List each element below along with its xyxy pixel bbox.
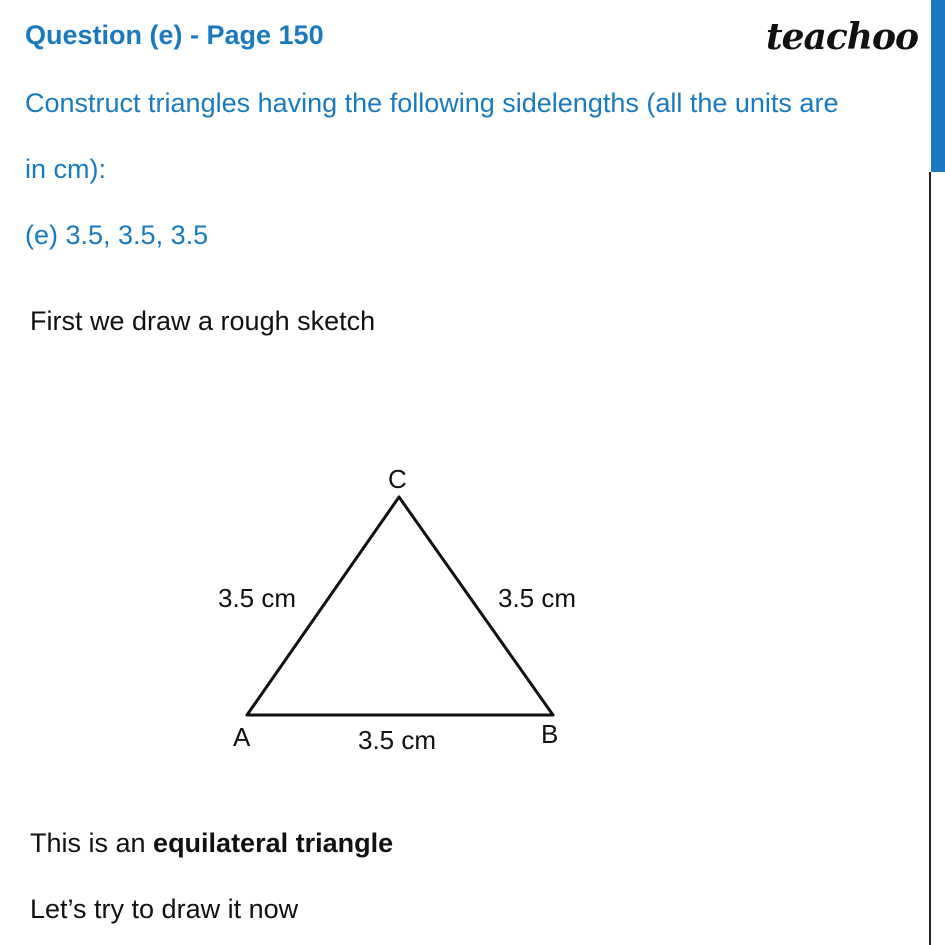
side-bc-label: 3.5 cm xyxy=(498,583,577,613)
conclusion-emphasis: equilateral triangle xyxy=(153,828,394,858)
question-text-line-2: in cm): xyxy=(25,154,106,184)
teachoo-logo: teachoo xyxy=(766,16,918,58)
side-ab-label: 3.5 cm xyxy=(358,725,437,755)
scrollbar-divider xyxy=(929,172,931,945)
vertex-c-label: C xyxy=(388,464,407,494)
conclusion-text xyxy=(30,828,393,859)
question-title: Question (e) - Page 150 xyxy=(25,20,324,50)
side-ac-label: 3.5 cm xyxy=(218,583,297,613)
scrollbar-thumb[interactable] xyxy=(931,0,945,172)
question-text-line-1: Construct triangles having the following sidelengths (all the units are xyxy=(25,88,839,118)
conclusion-prefix: This is an xyxy=(30,828,154,858)
question-part-e: (e) 3.5, 3.5, 3.5 xyxy=(25,220,209,250)
intro-text: First we draw a rough sketch xyxy=(30,306,376,336)
vertex-a-label: A xyxy=(233,722,251,752)
vertex-b-label: B xyxy=(541,719,559,749)
next-step-text: Let’s try to draw it now xyxy=(30,894,299,924)
